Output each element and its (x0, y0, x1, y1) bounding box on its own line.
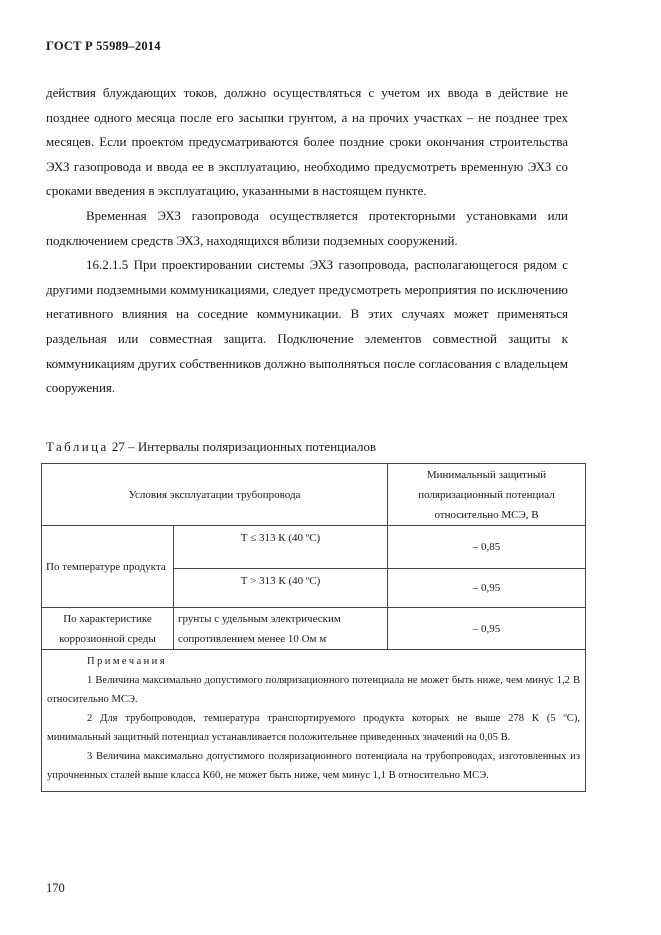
body-text (46, 81, 568, 401)
value-cell: – 0,95 (388, 569, 586, 608)
table-caption-text: 27 – Интервалы поляризационных потенциалов (108, 439, 377, 454)
table-row (42, 526, 586, 569)
table-row (42, 608, 586, 650)
notes-row (42, 650, 586, 792)
document-header: ГОСТ Р 55989–2014 (46, 39, 161, 53)
note-3: 3 Величина максимально допустимого поляризационного потенциала на трубопроводах, изготовленных из упрочненных сталей выше класса К60, не может быть ниже, чем минус 1,1 В относительно МСЭ. (47, 751, 581, 781)
paragraph-3: 16.2.1.5 При проектировании системы ЭХЗ газопровода, располагающегося рядом с другими подземными коммуникациями, следует предусмотреть мероприятия по исключению негативного влияния на соседние коммуникации. В этих случаях может применяться раздельная или совместная защита. Подключение элементов совместной защиты к коммуникациям других собственников должно выполняться после согласования с владельцем сооружения. (46, 257, 568, 396)
condition-cell: Т ≤ 313 К (40 ºС) (174, 526, 388, 569)
potential-intervals-table (41, 463, 586, 792)
paragraph-2: Временная ЭХЗ газопровода осуществляется протекторными установками или подключением средств ЭХЗ, находящихся вблизи подземных сооружений. (46, 207, 568, 248)
value-cell: – 0,85 (388, 526, 586, 569)
notes-title: Примечания (87, 656, 167, 667)
table-header-row (42, 464, 586, 526)
condition-cell: Т > 313 К (40 ºС) (174, 569, 388, 608)
table-notes (42, 650, 586, 792)
header-conditions: Условия эксплуатации трубопровода (42, 464, 388, 526)
condition-cell: грунты с удельным электрическим сопротивлением менее 10 Ом м (174, 608, 388, 650)
page-number: 170 (46, 881, 65, 895)
table-caption-word: Таблица (46, 439, 109, 454)
header-potential: Минимальный защитный поляризационный потенциал относительно МСЭ, В (388, 464, 586, 526)
paragraph-1: действия блуждающих токов, должно осуществляться с учетом их ввода в действие не позднее одного месяца после его засыпки грунтом, а на прочих участках – не позднее трех месяцев. Если проектом предусматриваются более поздние сроки окончания строительства ЭХЗ газопровода и ввода ее в эксплуатацию, необходимо предусмотреть временную ЭХЗ со сроками введения в эксплуатацию, указанными в настоящем пункте. (46, 85, 568, 199)
note-1: 1 Величина максимально допустимого поляризационного потенциала не может быть ниже, чем минус 1,2 В относительно МСЭ. (47, 675, 581, 705)
value-cell: – 0,95 (388, 608, 586, 650)
row-group-temperature: По температуре продукта (42, 526, 174, 608)
note-2: 2 Для трубопроводов, температура транспортируемого продукта которых не выше 278 К (5 ºС), минимальный защитный потенциал устанавливается положительнее приведенных значений на 0,05 В. (47, 713, 581, 743)
row-group-corrosion: По характеристике коррозионной среды (42, 608, 174, 650)
table-caption (46, 439, 376, 455)
